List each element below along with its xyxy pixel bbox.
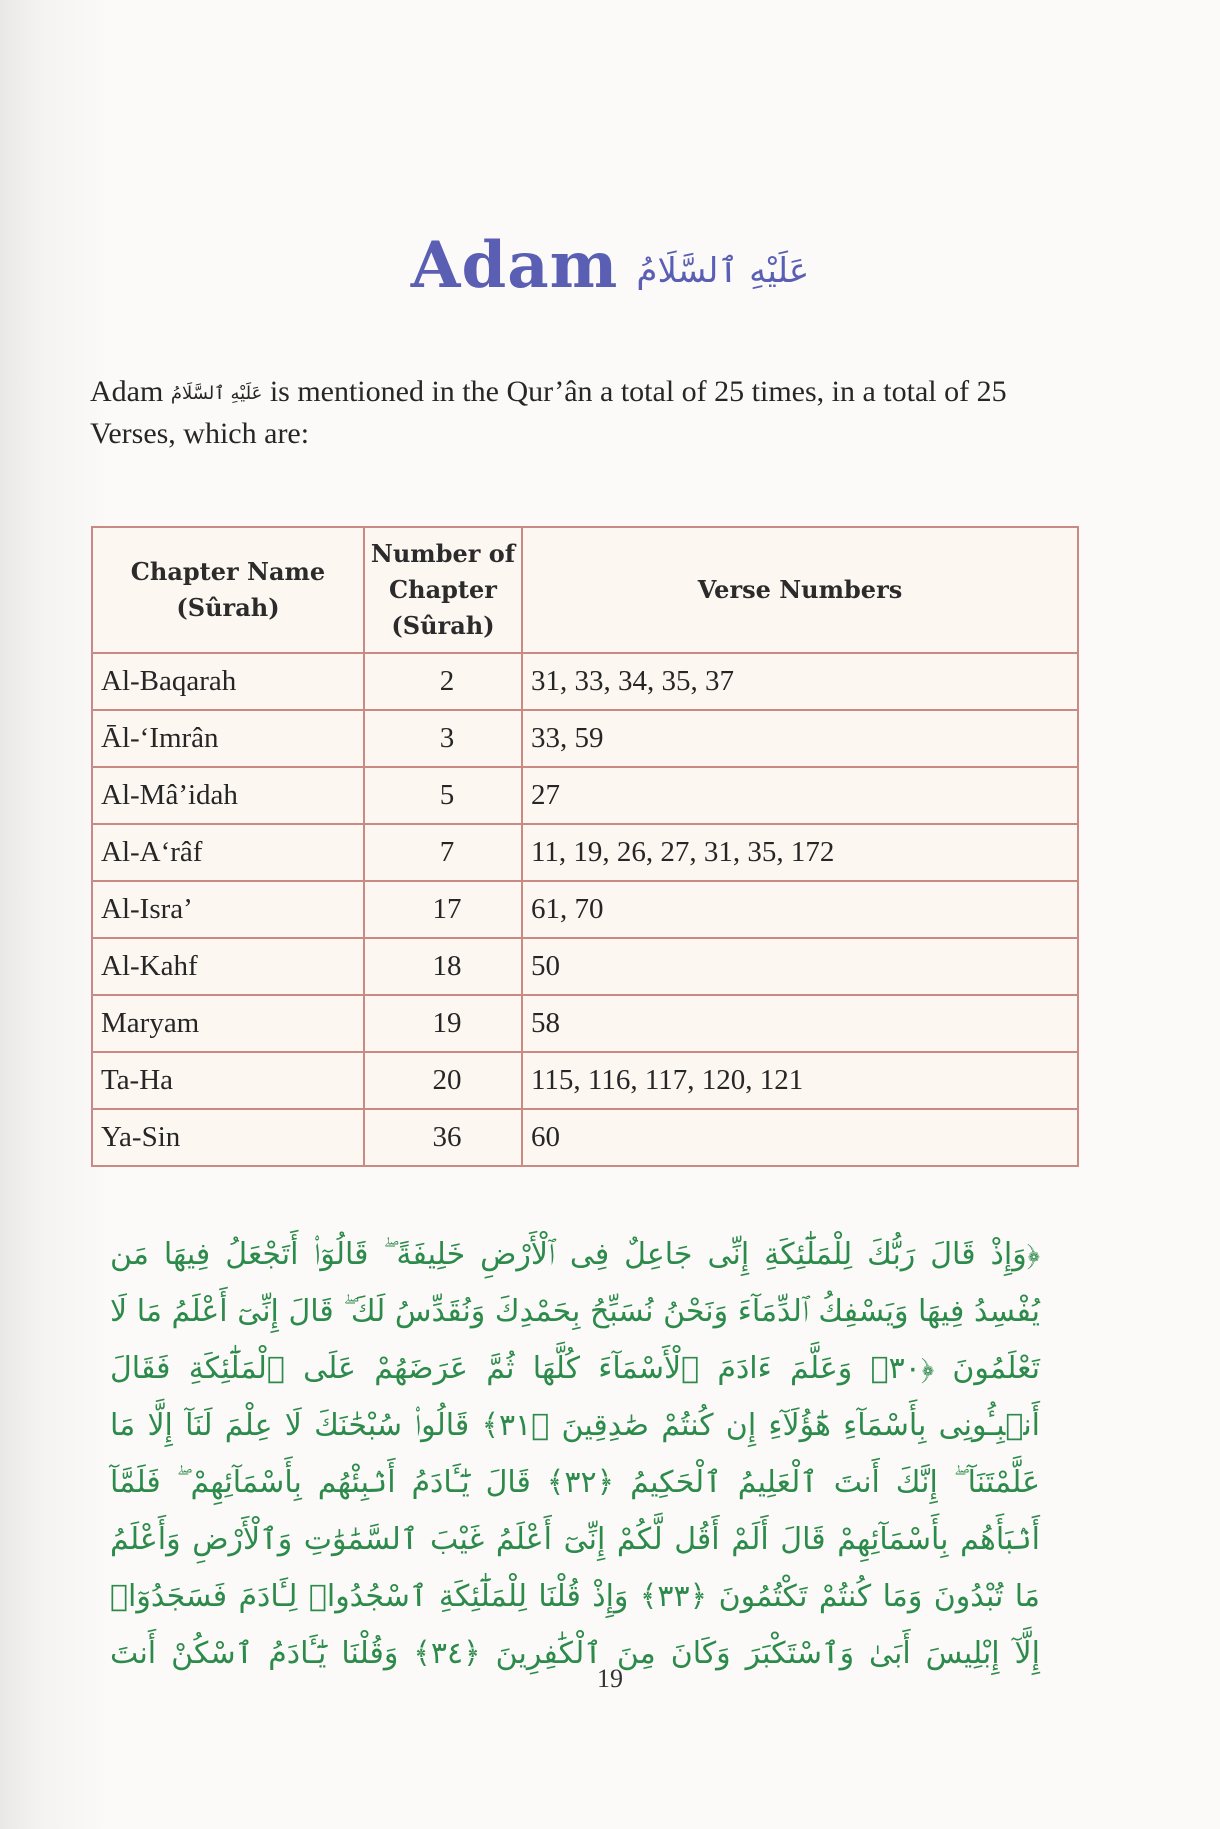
chapter-name-cell: Al-Isra’	[92, 881, 364, 938]
chapter-name-cell: Ya-Sin	[92, 1109, 364, 1166]
table-row	[92, 938, 1078, 995]
chapter-name-cell: Al-Baqarah	[92, 653, 364, 710]
chapter-number-cell: 2	[364, 653, 522, 710]
title-text: Adam	[410, 228, 619, 303]
page-number: 19	[597, 1664, 623, 1693]
table-row	[92, 1109, 1078, 1166]
verse-numbers-cell: 115, 116, 117, 120, 121	[522, 1052, 1078, 1109]
table-header-row	[92, 527, 1078, 653]
verse-numbers-cell: 61, 70	[522, 881, 1078, 938]
table-row	[92, 995, 1078, 1052]
verse-numbers-cell: 31, 33, 34, 35, 37	[522, 653, 1078, 710]
header-chapter-name: Chapter Name (Sûrah)	[92, 527, 364, 653]
chapter-number-cell: 19	[364, 995, 522, 1052]
intro-name: Adam	[90, 375, 164, 408]
table-row	[92, 767, 1078, 824]
chapter-name-cell: Al-Kahf	[92, 938, 364, 995]
chapter-number-cell: 17	[364, 881, 522, 938]
header-chapter-number: Number of Chapter (Sûrah)	[364, 527, 522, 653]
verse-numbers-cell: 33, 59	[522, 710, 1078, 767]
table-row	[92, 1052, 1078, 1109]
verse-numbers-cell: 50	[522, 938, 1078, 995]
chapter-name-cell: Al-Mâ’idah	[92, 767, 364, 824]
verse-numbers-cell: 60	[522, 1109, 1078, 1166]
quran-verses-arabic: ﴿وَإِذْ قَالَ رَبُّكَ لِلْمَلَٰٓئِكَةِ إِنِّى جَاعِلٌ فِى ٱلْأَرْضِ خَلِيفَةً ۖ قَالُوٓا۟ أَتَجْعَلُ فِيهَا مَن يُفْسِدُ فِيهَا وَيَسْفِكُ ٱلدِّمَآءَ وَنَحْنُ نُسَبِّحُ بِحَمْدِكَ وَنُقَدِّسُ لَكَ ۖ قَالَ إِنِّىٓ أَعْلَمُ مَا لَا تَعْلَمُونَ ﴿٣٠﴾ وَعَلَّمَ ءَادَمَ ٱلْأَسْمَآءَ كُلَّهَا ثُمَّ عَرَضَهُمْ عَلَى ٱلْمَلَٰٓئِكَةِ فَقَالَ أَنۢبِـُٔونِى بِأَسْمَآءِ هَٰٓؤُلَآءِ إِن كُنتُمْ صَٰدِقِينَ ﴿٣١﴾ قَالُوا۟ سُبْحَٰنَكَ لَا عِلْمَ لَنَآ إِلَّا مَا عَلَّمْتَنَآ ۖ إِنَّكَ أَنتَ ٱلْعَلِيمُ ٱلْحَكِيمُ ﴿٣٢﴾ قَالَ يَٰٓـَٔادَمُ أَنۢبِئْهُم بِأَسْمَآئِهِمْ ۖ فَلَمَّآ أَنۢبَأَهُم بِأَسْمَآئِهِمْ قَالَ أَلَمْ أَقُل لَّكُمْ إِنِّىٓ أَعْلَمُ غَيْبَ ٱلسَّمَٰوَٰتِ وَٱلْأَرْضِ وَأَعْلَمُ مَا تُبْدُونَ وَمَا كُنتُمْ تَكْتُمُونَ ﴿٣٣﴾ وَإِذْ قُلْنَا لِلْمَلَٰٓئِكَةِ ٱسْجُدُوا۟ لِـَٔادَمَ فَسَجَدُوٓا۟ إِلَّآ إِبْلِيسَ أَبَىٰ وَٱسْتَكْبَرَ وَكَانَ مِنَ ٱلْكَٰفِرِينَ ﴿٣٤﴾ وَقُلْنَا يَٰٓـَٔادَمُ ٱسْكُنْ أَنتَ	[110, 1237, 1041, 1671]
table-row	[92, 710, 1078, 767]
table-row	[92, 824, 1078, 881]
table-row	[92, 653, 1078, 710]
page-title	[0, 228, 1220, 303]
honorific-calligraphy: عَلَيْهِ ٱلسَّلَامُ	[636, 251, 810, 291]
verse-numbers-cell: 11, 19, 26, 27, 31, 35, 172	[522, 824, 1078, 881]
chapter-name-cell: Maryam	[92, 995, 364, 1052]
intro-text: is mentioned in the Qur’ân a total of 25 times, in a total of 25 Verses, which are:	[90, 375, 1007, 451]
chapter-number-cell: 20	[364, 1052, 522, 1109]
chapter-number-cell: 18	[364, 938, 522, 995]
chapter-number-cell: 5	[364, 767, 522, 824]
chapter-number-cell: 7	[364, 824, 522, 881]
verse-numbers-cell: 27	[522, 767, 1078, 824]
chapter-number-cell: 36	[364, 1109, 522, 1166]
chapter-name-cell: Ta-Ha	[92, 1052, 364, 1109]
chapter-number-cell: 3	[364, 710, 522, 767]
chapters-table	[91, 526, 1079, 1167]
verse-numbers-cell: 58	[522, 995, 1078, 1052]
table-row	[92, 881, 1078, 938]
intro-honorific: عَلَيْهِ ٱلسَّلَامُ	[170, 383, 263, 405]
chapter-name-cell: Āl-‘Imrân	[92, 710, 364, 767]
intro-paragraph	[90, 372, 1090, 454]
header-verse-numbers: Verse Numbers	[522, 527, 1078, 653]
chapter-name-cell: Al-A‘râf	[92, 824, 364, 881]
